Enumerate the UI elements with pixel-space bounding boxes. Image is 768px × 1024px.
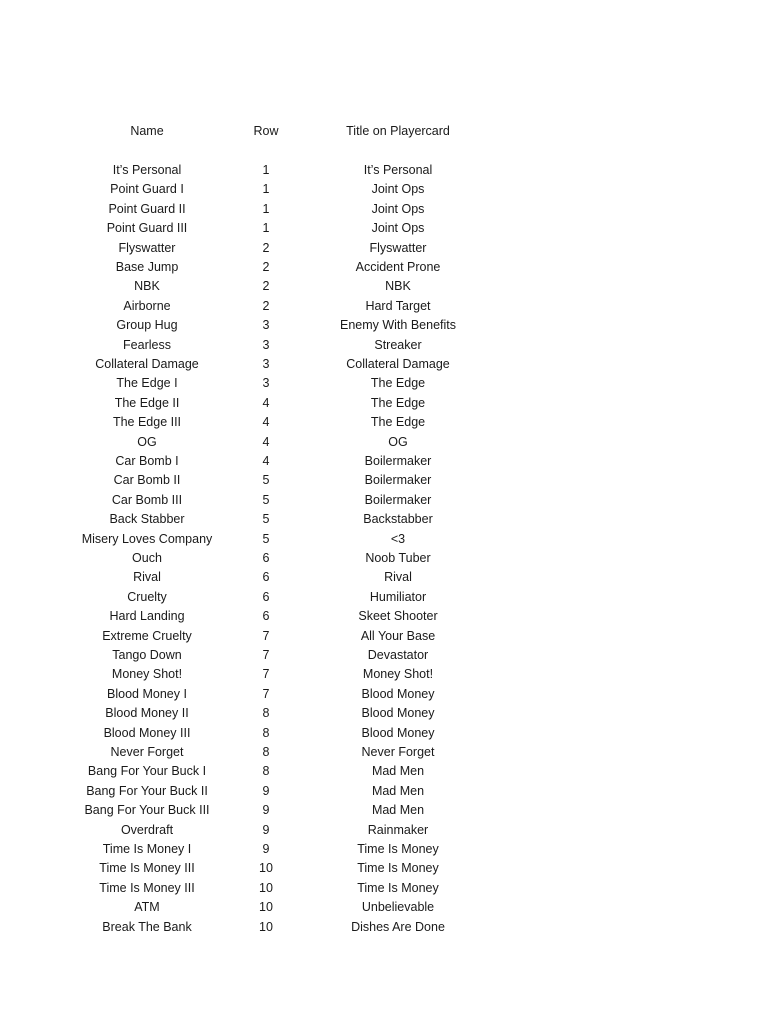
title-cell: Devastator [367, 648, 429, 662]
title-cell: Accident Prone [355, 260, 441, 274]
name-cell: Tango Down [112, 648, 182, 662]
table-row [0, 238, 768, 258]
name-cell: Point Guard I [110, 182, 184, 197]
table-row [0, 878, 768, 898]
row-cell: 9 [262, 803, 270, 818]
name-cell: The Edge II [114, 395, 180, 410]
row-cell: 4 [262, 415, 270, 430]
name-cell: Blood Money II [105, 706, 189, 721]
row-cell: 2 [262, 279, 270, 294]
table-row [0, 626, 768, 646]
header-row [0, 121, 768, 141]
title-cell: Backstabber [363, 512, 433, 527]
table-row [0, 199, 768, 219]
name-cell: Bang For Your Buck III [84, 803, 210, 818]
name-cell: The Edge III [112, 415, 182, 430]
row-cell: 7 [262, 667, 270, 682]
table-row [0, 800, 768, 820]
row-cell: 9 [262, 842, 270, 856]
title-cell: OG [388, 434, 408, 449]
row-cell: 5 [262, 473, 270, 488]
column-header-row: Row [253, 124, 279, 138]
row-cell: 2 [262, 240, 270, 255]
title-cell: The Edge [370, 395, 426, 410]
title-cell: Mad Men [371, 764, 425, 779]
table-row [0, 723, 768, 743]
row-cell: 2 [262, 260, 270, 274]
title-cell: Boilermaker [364, 492, 432, 507]
name-cell: Car Bomb II [113, 473, 181, 488]
table-row [0, 742, 768, 762]
name-cell: The Edge I [116, 376, 178, 391]
table-row [0, 432, 768, 452]
title-cell: Never Forget [361, 745, 435, 759]
title-cell: Noob Tuber [365, 551, 431, 565]
row-cell: 8 [262, 764, 270, 779]
row-cell: 1 [262, 221, 270, 236]
title-cell: The Edge [370, 376, 426, 391]
row-cell: 3 [262, 357, 270, 371]
row-cell: 6 [262, 551, 270, 565]
table-row [0, 315, 768, 335]
name-cell: Blood Money I [107, 686, 187, 701]
table-row [0, 276, 768, 296]
title-cell: Hard Target [365, 298, 431, 313]
table-row [0, 587, 768, 607]
table-row [0, 761, 768, 781]
table-row [0, 218, 768, 238]
title-cell: Rainmaker [367, 822, 429, 837]
name-cell: Extreme Cruelty [102, 628, 192, 643]
name-cell: Cruelty [127, 589, 167, 604]
name-cell: Time Is Money III [99, 861, 195, 876]
row-cell: 6 [262, 609, 270, 624]
row-cell: 10 [259, 900, 273, 915]
name-cell: Time Is Money III [99, 880, 195, 895]
row-cell: 10 [259, 880, 273, 895]
table-row [0, 529, 768, 549]
table-row [0, 509, 768, 529]
title-cell: Skeet Shooter [358, 609, 438, 624]
name-cell: Rival [133, 570, 161, 585]
name-cell: Overdraft [120, 822, 174, 837]
row-cell: 9 [262, 822, 270, 837]
table-row [0, 296, 768, 316]
title-cell: <3 [390, 531, 406, 546]
row-cell: 8 [262, 725, 270, 740]
table-row [0, 490, 768, 510]
title-cell: Joint Ops [371, 182, 425, 197]
row-cell: 10 [259, 919, 273, 934]
title-cell: Unbelievable [361, 900, 435, 915]
title-cell: Money Shot! [362, 667, 434, 682]
table-row [0, 858, 768, 878]
name-cell: Point Guard II [108, 201, 186, 216]
row-cell: 4 [262, 434, 270, 449]
table-row [0, 820, 768, 840]
name-cell: Money Shot! [111, 667, 183, 682]
name-cell: Base Jump [115, 260, 179, 274]
table-row [0, 412, 768, 432]
name-cell: ATM [134, 900, 160, 915]
row-cell: 7 [262, 686, 270, 701]
title-cell: Flyswatter [369, 240, 427, 255]
table-row [0, 160, 768, 180]
row-cell: 2 [262, 298, 270, 313]
name-cell: Misery Loves Company [81, 531, 213, 546]
title-cell: It’s Personal [363, 163, 433, 177]
title-cell: All Your Base [360, 628, 436, 643]
title-cell: Rival [384, 570, 412, 585]
name-cell: Collateral Damage [95, 357, 199, 371]
column-header-name: Name [130, 124, 164, 138]
row-cell: 7 [262, 648, 270, 662]
row-cell: 7 [262, 628, 270, 643]
table-row [0, 470, 768, 490]
table-row [0, 645, 768, 665]
table-row [0, 335, 768, 355]
name-cell: Blood Money III [103, 725, 191, 740]
row-cell: 5 [262, 531, 270, 546]
table-row [0, 257, 768, 277]
table-row [0, 567, 768, 587]
title-cell: Joint Ops [371, 221, 425, 236]
table-row [0, 373, 768, 393]
name-cell: Hard Landing [109, 609, 185, 624]
title-cell: NBK [385, 279, 411, 294]
title-cell: Blood Money [361, 706, 435, 721]
table-row [0, 451, 768, 471]
row-cell: 3 [262, 318, 270, 333]
title-cell: Humiliator [369, 589, 427, 604]
table-row [0, 917, 768, 937]
title-cell: Streaker [374, 337, 422, 352]
name-cell: Bang For Your Buck I [87, 764, 207, 779]
title-cell: Enemy With Benefits [339, 318, 456, 333]
title-cell: Joint Ops [371, 201, 425, 216]
name-cell: Group Hug [116, 318, 178, 333]
row-cell: 4 [262, 454, 270, 468]
title-cell: Mad Men [371, 803, 425, 818]
name-cell: It’s Personal [112, 163, 182, 177]
table-row [0, 703, 768, 723]
row-cell: 10 [259, 861, 273, 876]
row-cell: 6 [262, 589, 270, 604]
title-cell: Time Is Money [357, 861, 439, 876]
name-cell: Fearless [123, 337, 171, 352]
title-cell: Boilermaker [364, 454, 432, 468]
table-row [0, 548, 768, 568]
name-cell: Flyswatter [118, 240, 176, 255]
name-cell: Car Bomb III [111, 492, 183, 507]
row-cell: 1 [262, 163, 270, 177]
row-cell: 8 [262, 745, 270, 759]
name-cell: Ouch [132, 551, 162, 565]
row-cell: 9 [262, 783, 270, 798]
row-cell: 3 [262, 376, 270, 391]
row-cell: 4 [262, 395, 270, 410]
title-cell: Blood Money [361, 686, 435, 701]
name-cell: Airborne [123, 298, 171, 313]
table-row [0, 179, 768, 199]
row-cell: 3 [262, 337, 270, 352]
title-cell: Time Is Money [357, 880, 439, 895]
table-row [0, 839, 768, 859]
name-cell: Car Bomb I [115, 454, 179, 468]
name-cell: NBK [134, 279, 160, 294]
column-header-title: Title on Playercard [346, 124, 450, 138]
table-row [0, 781, 768, 801]
table-row [0, 393, 768, 413]
title-cell: Time Is Money [357, 842, 439, 856]
row-cell: 1 [262, 201, 270, 216]
row-cell: 1 [262, 182, 270, 197]
row-cell: 5 [262, 512, 270, 527]
title-cell: Blood Money [361, 725, 435, 740]
row-cell: 8 [262, 706, 270, 721]
table-row [0, 354, 768, 374]
title-cell: The Edge [370, 415, 426, 430]
title-cell: Boilermaker [364, 473, 432, 488]
name-cell: Bang For Your Buck II [86, 783, 208, 798]
table-row [0, 684, 768, 704]
name-cell: Time Is Money I [102, 842, 192, 856]
title-cell: Mad Men [371, 783, 425, 798]
title-cell: Collateral Damage [346, 357, 450, 371]
title-cell: Dishes Are Done [351, 919, 445, 934]
name-cell: Break The Bank [102, 919, 192, 934]
row-cell: 6 [262, 570, 270, 585]
name-cell: Never Forget [110, 745, 184, 759]
name-cell: Point Guard III [106, 221, 188, 236]
table-row [0, 606, 768, 626]
name-cell: Back Stabber [109, 512, 185, 527]
table-row [0, 664, 768, 684]
table-row [0, 897, 768, 917]
name-cell: OG [137, 434, 157, 449]
row-cell: 5 [262, 492, 270, 507]
